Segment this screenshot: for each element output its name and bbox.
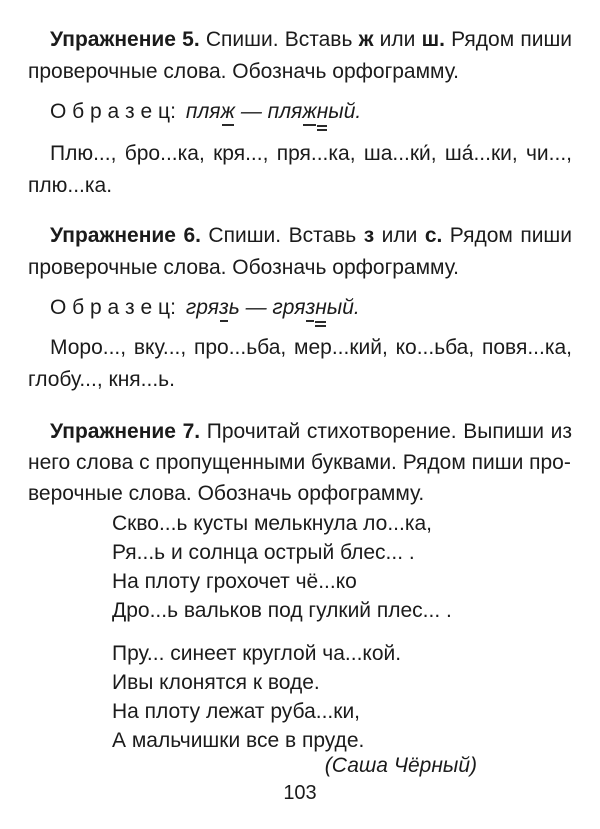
exercise-7-instruction <box>28 416 572 509</box>
exercise-6-text-1: Спиши. Вставь <box>200 224 364 247</box>
sample-marked-letter-single: ж <box>302 100 317 123</box>
poem-line: Скво...ь кусты мелькнула ло...ка, <box>112 512 433 535</box>
poem-line: А мальчишки все в пруде. <box>112 729 365 752</box>
exercise-6-sample-line <box>28 292 572 324</box>
sample-word-part: гря <box>185 296 219 319</box>
page-number: 103 <box>283 782 317 804</box>
poem-line: На плоту грохочет чё...ко <box>112 570 357 593</box>
exercise-5-word-list: Плю..., бро...ка, кря..., пря...ка, ша...ки́, ша́...ки, чи..., плю...ка. <box>28 142 572 197</box>
exercise-6-text-2: или <box>374 224 425 247</box>
poem-line: Ивы клонятся к воде. <box>112 671 320 694</box>
exercise-6-title: Упражнение 6. <box>50 224 201 247</box>
exercise-5-letter-sh: ш. <box>421 28 445 51</box>
sample-marked-letter-single: з <box>305 296 316 319</box>
poem-line: На плоту лежат руба...ки, <box>112 700 361 723</box>
exercise-5-instruction <box>28 24 572 88</box>
exercise-6-instruction <box>28 220 572 284</box>
poem-author: (Саша Чёрный) <box>324 754 477 777</box>
exercise-6-sample-words <box>186 296 360 319</box>
sample-label: О б р а з е ц: <box>50 100 176 123</box>
exercise-6-letter-z: з <box>363 224 375 247</box>
exercise-7-text-2: верочные слова. Обозначь орфограмму. <box>28 482 425 505</box>
sample-word-part: пля <box>267 100 303 123</box>
exercise-7-title: Упражнение 7. <box>50 420 201 443</box>
sample-label: О б р а з е ц: <box>50 296 176 319</box>
sample-word-part: гря <box>272 296 306 319</box>
exercise-5-title: Упражнение 5. <box>50 28 200 51</box>
sample-marked-letter-single: з <box>218 296 229 319</box>
exercise-5-sample-words <box>186 100 361 123</box>
sample-dash: — <box>234 100 268 123</box>
exercise-5-text-1: Спиши. Вставь <box>199 28 359 51</box>
exercise-5-text-2: или <box>373 28 422 51</box>
poem-line: Ря...ь и солнца острый блес... . <box>112 541 415 564</box>
poem-stanza-2 <box>112 639 572 755</box>
sample-marked-letter-double: н <box>316 100 329 123</box>
exercise-6-letter-s: с. <box>424 224 443 247</box>
exercise-6-text-3: Рядом пиши проверочные слова. Обозначь орфограмму. <box>28 224 573 279</box>
sample-word-part: пля <box>185 100 221 123</box>
exercise-5-text-3: Рядом пиши проверочные слова. Обозначь орфограмму. <box>28 28 573 83</box>
exercise-5-sample-line <box>28 96 572 128</box>
exercise-5-letter-zh: ж <box>358 28 374 51</box>
poem-line: Дро...ь вальков под гулкий плес... . <box>112 599 452 622</box>
exercise-7-text-1: Прочитай стихотворение. Выпиши из него слова с пропущенными буквами. Рядом пиши про- <box>28 420 572 474</box>
sample-word-part: ый. <box>326 296 360 319</box>
exercise-6-word-list: Моро..., вку..., про...ьба, мер...кий, ко...ьба, повя...ка, глобу..., кня...ь. <box>28 336 572 391</box>
poem-line: Пру... синеет круглой ча...кой. <box>112 642 402 665</box>
poem-block <box>112 509 572 755</box>
sample-marked-letter-double: н <box>315 296 327 319</box>
sample-dash: ь — <box>228 296 273 319</box>
poem-stanza-1 <box>112 509 572 625</box>
sample-marked-letter-single: ж <box>220 100 235 123</box>
sample-word-part: ый. <box>328 100 362 123</box>
